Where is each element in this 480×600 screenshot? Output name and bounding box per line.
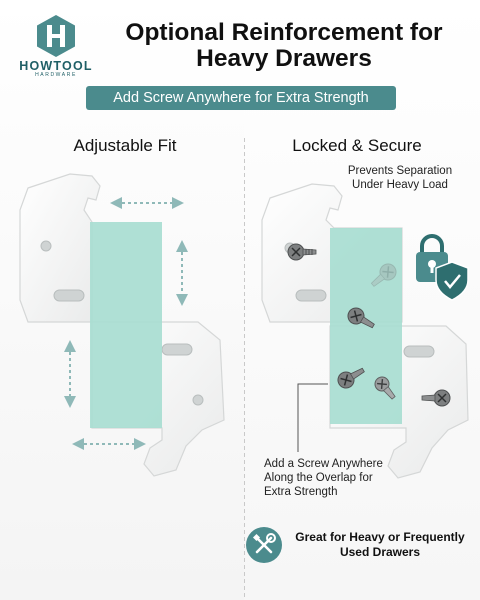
feature-text-line-1: Great for Heavy or Frequently bbox=[295, 530, 465, 544]
note-top-line-2: Under Heavy Load bbox=[352, 179, 448, 191]
right-section-title: Locked & Secure bbox=[292, 136, 422, 155]
note-prevents-separation bbox=[330, 164, 470, 192]
page-title-line-2: Heavy Drawers bbox=[196, 45, 372, 72]
note-top-line-1: Prevents Separation bbox=[347, 165, 453, 177]
info-banner: Add Screw Anywhere for Extra Strength bbox=[86, 86, 396, 110]
note-bottom-line-3: Extra Strength bbox=[264, 486, 338, 498]
feature-text-line-2: Used Drawers bbox=[339, 545, 421, 559]
feature-text bbox=[286, 530, 474, 560]
brand-subname: HARDWARE bbox=[35, 72, 77, 78]
feature-callout bbox=[246, 527, 476, 565]
padlock-shield-icon bbox=[416, 236, 468, 300]
left-section-title: Adjustable Fit bbox=[73, 136, 177, 155]
note-add-screw bbox=[264, 457, 404, 499]
upper-bracket-left bbox=[20, 174, 100, 322]
callout-line bbox=[298, 384, 328, 452]
wrench-screwdriver-icon bbox=[246, 527, 282, 563]
note-bottom-line-2: Along the Overlap for bbox=[264, 472, 373, 484]
page-title-line-1: Optional Reinforcement for bbox=[125, 19, 443, 46]
note-bottom-line-1: Add a Screw Anywhere bbox=[264, 458, 383, 470]
adhesive-strip-left bbox=[90, 222, 162, 428]
brand-name: HOWTOOL bbox=[19, 59, 93, 73]
